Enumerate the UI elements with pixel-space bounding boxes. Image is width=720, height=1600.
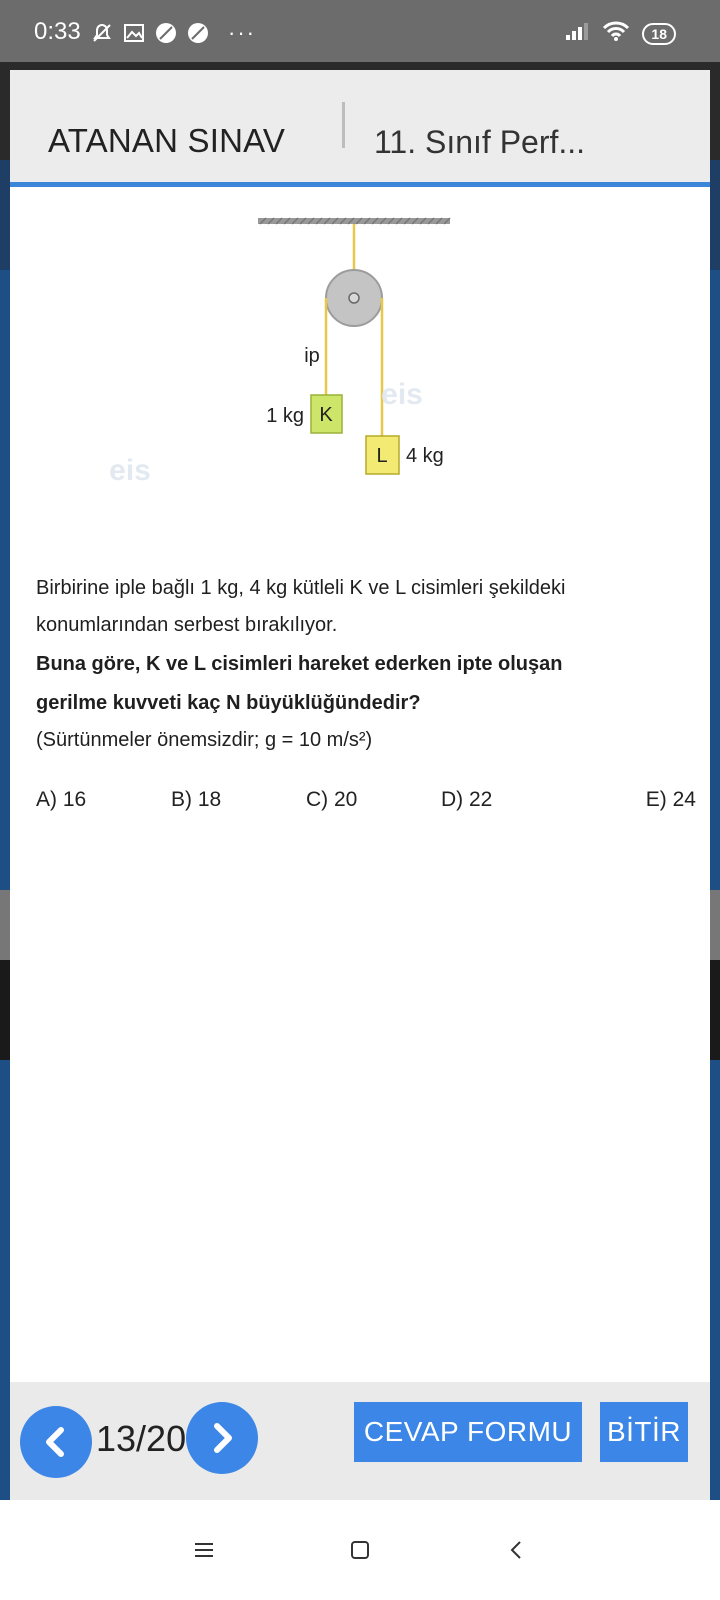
exam-dialog [10, 70, 710, 1500]
option-c[interactable]: C) 20 [306, 788, 358, 811]
notification-icons [90, 20, 256, 46]
more-dots-icon: ··· [228, 20, 256, 45]
pulley-figure [10, 190, 710, 560]
exam-subtitle: 11. Sınıf Perf... [374, 124, 586, 160]
ceiling [258, 218, 450, 224]
system-navigation-bar [0, 1500, 720, 1600]
block-k-mass: 1 kg [266, 405, 304, 427]
signal-icon [564, 21, 590, 46]
battery-icon: 18 [642, 23, 676, 45]
option-d[interactable]: D) 22 [441, 788, 493, 811]
question-note: (Sürtünmeler önemsizdir; g = 10 m/s²) [36, 729, 373, 751]
exam-footer [10, 1382, 710, 1500]
answer-form-button[interactable]: CEVAP FORMU [354, 1402, 582, 1462]
circle-slash-icon [154, 21, 178, 45]
image-icon [122, 21, 146, 45]
question-prompt: Buna göre, K ve L cisimleri hareket ederken ipte oluşan [36, 653, 563, 675]
question-prompt: gerilme kuvveti kaç N büyüklüğündedir? [36, 692, 421, 714]
wifi-icon [602, 20, 630, 47]
answer-options [36, 788, 696, 812]
finish-button[interactable]: BİTİR [600, 1402, 688, 1462]
question-line: konumlarından serbest bırakılıyor. [36, 614, 338, 636]
watermark: eis [109, 454, 151, 487]
header-divider [342, 102, 345, 148]
pulley-axle [349, 293, 359, 303]
rope-label: ip [304, 345, 320, 367]
page-indicator: 13/20 [96, 1418, 187, 1459]
next-question-button[interactable] [186, 1402, 258, 1474]
status-time: 0:33 [34, 18, 81, 45]
exam-title: ATANAN SINAV [48, 122, 286, 159]
home-icon[interactable] [342, 1532, 378, 1568]
question-line: Birbirine iple bağlı 1 kg, 4 kg kütleli K ve L cisimleri şekildeki [36, 577, 566, 599]
chevron-right-icon [204, 1420, 240, 1456]
block-k-label: K [319, 404, 333, 426]
menu-icon[interactable] [186, 1532, 222, 1568]
block-l-label: L [376, 445, 388, 467]
question-text [36, 570, 696, 759]
watermark: eis [381, 378, 423, 411]
circle-slash-icon [186, 21, 210, 45]
previous-question-button[interactable] [20, 1406, 92, 1478]
back-icon[interactable] [498, 1532, 534, 1568]
exam-header [10, 70, 710, 187]
option-e[interactable]: E) 24 [645, 788, 696, 811]
option-a[interactable]: A) 16 [36, 788, 87, 811]
chevron-left-icon [38, 1424, 74, 1460]
bell-off-icon [90, 21, 114, 45]
block-l-mass: 4 kg [406, 445, 444, 467]
status-bar [0, 0, 720, 62]
option-b[interactable]: B) 18 [171, 788, 222, 811]
system-status-icons [564, 20, 676, 47]
